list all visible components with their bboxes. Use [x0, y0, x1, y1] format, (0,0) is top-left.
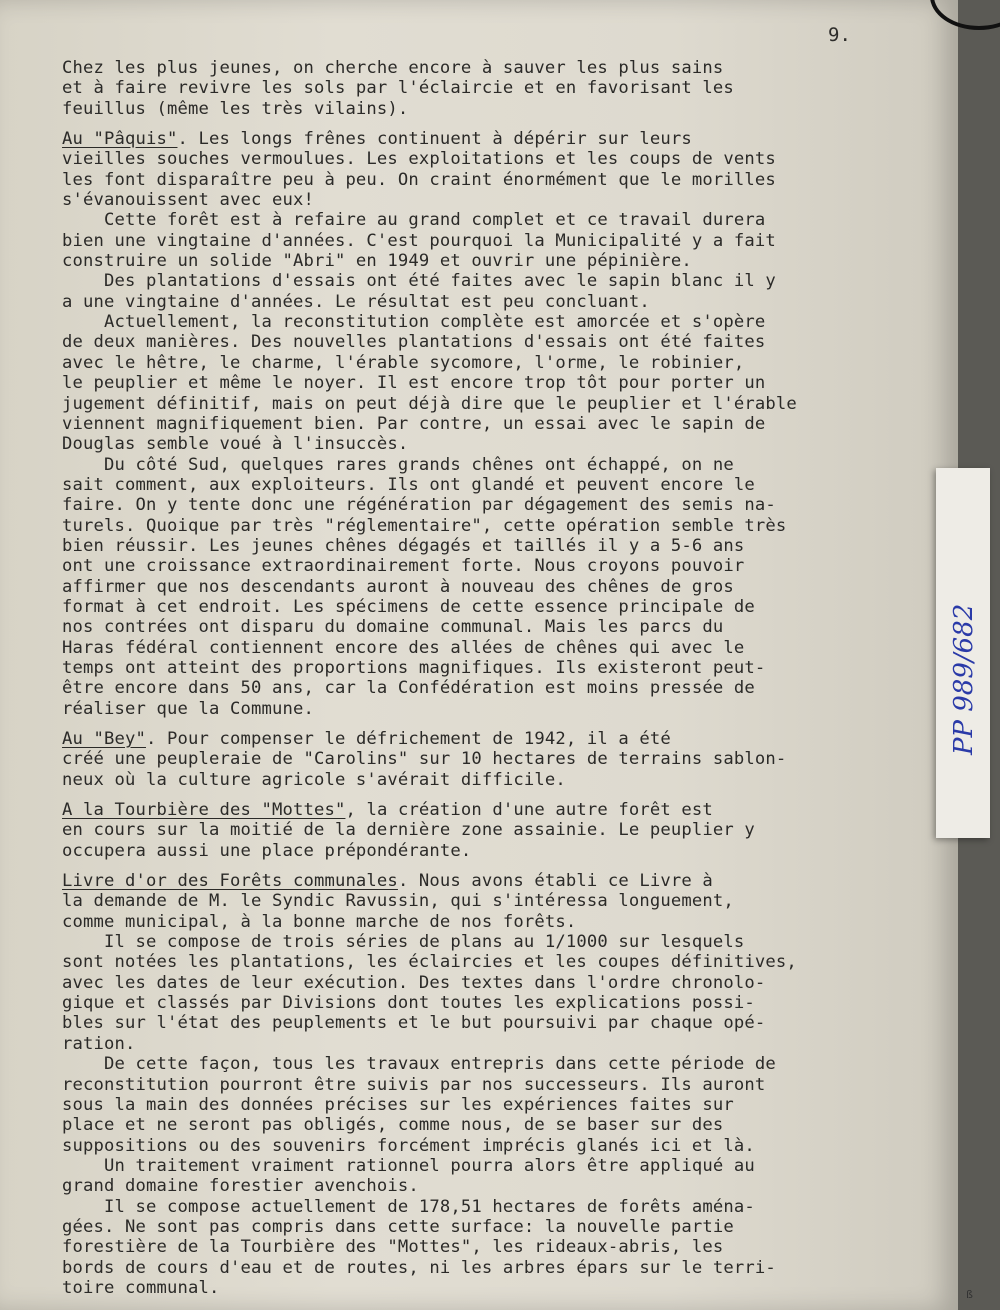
line-text: neux où la culture agricole s'avérait difficile.: [62, 769, 566, 790]
line-text: comme municipal, à la bonne marche de nos forêts.: [62, 911, 577, 932]
line-text: , la création d'une autre forêt est: [345, 800, 713, 821]
text-line: [62, 1217, 902, 1237]
line-text: et à faire revivre les sols par l'éclaircie et en favorisant les: [62, 78, 734, 99]
paragraph-gap: [62, 790, 902, 800]
text-line: [62, 251, 902, 271]
text-line: [62, 871, 902, 891]
line-text: gique et classés par Divisions dont toutes les explications possi-: [62, 993, 755, 1014]
paragraph: [62, 800, 902, 861]
text-line: [62, 231, 902, 251]
line-text: les font disparaître peu à peu. On craint énormément que le morilles: [62, 169, 776, 190]
line-text: Des plantations d'essais ont été faites avec le sapin blanc il y: [62, 271, 776, 292]
text-line: [62, 973, 902, 993]
text-line: [62, 820, 902, 840]
text-line: [62, 78, 902, 98]
text-line: [62, 617, 902, 637]
text-line: [62, 129, 902, 149]
line-text: bien réussir. Les jeunes chênes dégagés et taillés il y a 5-6 ans: [62, 535, 745, 556]
text-line: [62, 912, 902, 932]
text-line: [62, 312, 902, 332]
line-text: reconstitution pourront être suivis par nos successeurs. Ils auront: [62, 1074, 766, 1095]
line-text: gées. Ne sont pas compris dans cette surface: la nouvelle partie: [62, 1216, 734, 1237]
paragraph-gap: [62, 719, 902, 729]
line-text: de deux manières. Des nouvelles plantations d'essais ont été faites: [62, 332, 766, 353]
line-text: forestière de la Tourbière des "Mottes", les rideaux-abris, les: [62, 1237, 724, 1258]
text-line: [62, 190, 902, 210]
line-text: sont notées les plantations, les éclaircies et les coupes définitives,: [62, 952, 797, 973]
line-text: jugement définitif, mais on peut déjà dire que le peuplier et l'érable: [62, 393, 797, 414]
line-text: turels. Quoique par très "réglementaire", cette opération semble très: [62, 515, 787, 536]
line-text: De cette façon, tous les travaux entrepris dans cette période de: [62, 1054, 776, 1075]
text-line: [62, 516, 902, 536]
paragraph: [62, 871, 902, 1298]
section-heading: Au "Bey": [62, 729, 146, 749]
line-text: format à cet endroit. Les spécimens de cette essence principale de: [62, 596, 755, 617]
text-line: [62, 292, 902, 312]
line-text: être encore dans 50 ans, car la Confédération est moins pressée de: [62, 678, 755, 699]
line-text: toire communal.: [62, 1277, 220, 1298]
line-text: temps ont atteint des proportions magnifiques. Ils existeront peut-: [62, 657, 766, 678]
text-line: [62, 1075, 902, 1095]
line-text: suppositions ou des souvenirs forcément imprécis glanés ici et là.: [62, 1135, 755, 1156]
text-line: [62, 1013, 902, 1033]
line-text: place et ne seront pas obligés, comme nous, de se baser sur des: [62, 1115, 724, 1136]
text-line: [62, 414, 902, 434]
text-line: [62, 475, 902, 495]
paragraph: [62, 58, 902, 119]
line-text: Il se compose de trois séries de plans au 1/1000 sur lesquels: [62, 932, 745, 953]
text-line: [62, 536, 902, 556]
text-line: [62, 58, 902, 78]
line-text: a une vingtaine d'années. Le résultat est peu concluant.: [62, 291, 650, 312]
line-text: . Pour compenser le défrichement de 1942, il a été: [145, 729, 671, 749]
line-text: Chez les plus jeunes, on cherche encore à sauver les plus sains: [62, 58, 724, 78]
section-heading: A la Tourbière des "Mottes": [62, 800, 346, 821]
paragraph: [62, 729, 902, 790]
text-line: [62, 699, 902, 719]
line-text: Un traitement vraiment rationnel pourra alors être appliqué au: [62, 1155, 755, 1176]
text-line: [62, 1258, 902, 1278]
text-line: [62, 729, 902, 749]
text-line: [62, 1237, 902, 1257]
document-body: [62, 58, 902, 1298]
line-text: feuillus (même les très vilains).: [62, 98, 409, 119]
corner-mark: ß: [966, 1288, 973, 1301]
line-text: Actuellement, la reconstitution complète est amorcée et s'opère: [62, 312, 766, 333]
line-text: Cette forêt est à refaire au grand complet et ce travail durera: [62, 210, 766, 231]
text-line: [62, 1156, 902, 1176]
line-text: Il se compose actuellement de 178,51 hectares de forêts aména-: [62, 1196, 755, 1217]
text-line: [62, 952, 902, 972]
line-text: affirmer que nos descendants auront à nouveau des chênes de gros: [62, 576, 734, 597]
line-text: viennent magnifiquement bien. Par contre, un essai avec le sapin de: [62, 413, 766, 434]
text-line: [62, 210, 902, 230]
line-text: construire un solide "Abri" en 1949 et ouvrir une pépinière.: [62, 251, 692, 272]
text-line: [62, 658, 902, 678]
line-text: avec le hêtre, le charme, l'érable sycomore, l'orme, le robinier,: [62, 352, 745, 373]
text-line: [62, 1136, 902, 1156]
line-text: bien une vingtaine d'années. C'est pourquoi la Municipalité y a fait: [62, 230, 776, 251]
text-line: [62, 800, 902, 820]
line-text: bords de cours d'eau et de routes, ni les arbres épars sur le terri-: [62, 1257, 776, 1278]
text-line: [62, 434, 902, 454]
paragraph-gap: [62, 861, 902, 871]
text-line: [62, 1176, 902, 1196]
line-text: ont une croissance extraordinairement forte. Nous croyons pouvoir: [62, 556, 745, 577]
line-text: Douglas semble voué à l'insuccès.: [62, 434, 409, 455]
text-line: [62, 170, 902, 190]
text-line: [62, 577, 902, 597]
line-text: créé une peupleraie de "Carolins" sur 10 hectares de terrains sablon-: [62, 749, 787, 770]
text-line: [62, 638, 902, 658]
text-line: [62, 99, 902, 119]
line-text: le peuplier et même le noyer. Il est encore trop tôt pour porter un: [62, 373, 766, 394]
text-line: [62, 556, 902, 576]
text-line: [62, 770, 902, 790]
archive-label: [944, 695, 984, 755]
text-line: [62, 1278, 902, 1298]
line-text: s'évanouissent avec eux!: [62, 190, 314, 211]
text-line: [62, 841, 902, 861]
line-text: en cours sur la moitié de la dernière zone assainie. Le peuplier y: [62, 820, 755, 841]
text-line: [62, 678, 902, 698]
text-line: [62, 353, 902, 373]
line-text: sait comment, aux exploiteurs. Ils ont glandé et peuvent encore le: [62, 474, 755, 495]
paragraph: [62, 129, 902, 719]
line-text: nos contrées ont disparu du domaine communal. Mais les parcs du: [62, 617, 724, 638]
section-heading: Au "Pâquis": [62, 129, 178, 150]
line-text: faire. On y tente donc une régénération par dégagement des semis na-: [62, 495, 776, 516]
line-text: Du côté Sud, quelques rares grands chênes ont échappé, on ne: [62, 454, 734, 475]
text-line: [62, 993, 902, 1013]
text-line: [62, 891, 902, 911]
line-text: . Nous avons établi ce Livre à: [397, 871, 713, 892]
text-line: [62, 332, 902, 352]
text-line: [62, 271, 902, 291]
text-line: [62, 373, 902, 393]
text-line: [62, 1115, 902, 1135]
text-line: [62, 455, 902, 475]
line-text: grand domaine forestier avenchois.: [62, 1176, 419, 1197]
text-line: [62, 394, 902, 414]
line-text: la demande de M. le Syndic Ravussin, qui s'intéressa longuement,: [62, 891, 734, 912]
line-text: avec les dates de leur exécution. Des textes dans l'ordre chronolo-: [62, 972, 766, 993]
line-text: sous la main des données précises sur les expériences faites sur: [62, 1094, 734, 1115]
text-line: [62, 495, 902, 515]
line-text: Haras fédéral contiennent encore des allées de chênes qui avec le: [62, 637, 745, 658]
text-line: [62, 749, 902, 769]
paragraph-gap: [62, 119, 902, 129]
page-number: 9.: [828, 24, 851, 46]
line-text: . Les longs frênes continuent à dépérir sur leurs: [177, 129, 692, 150]
text-line: [62, 149, 902, 169]
line-text: réaliser que la Commune.: [62, 698, 314, 719]
text-line: [62, 1095, 902, 1115]
section-heading: Livre d'or des Forêts communales: [62, 871, 398, 892]
line-text: vieilles souches vermoulues. Les exploitations et les coups de vents: [62, 149, 776, 170]
line-text: ration.: [62, 1033, 136, 1054]
text-line: [62, 1197, 902, 1217]
text-line: [62, 1034, 902, 1054]
text-line: [62, 597, 902, 617]
text-line: [62, 932, 902, 952]
line-text: bles sur l'état des peuplements et le but poursuivi par chaque opé-: [62, 1013, 766, 1034]
text-line: [62, 1054, 902, 1074]
line-text: occupera aussi une place prépondérante.: [62, 840, 472, 861]
